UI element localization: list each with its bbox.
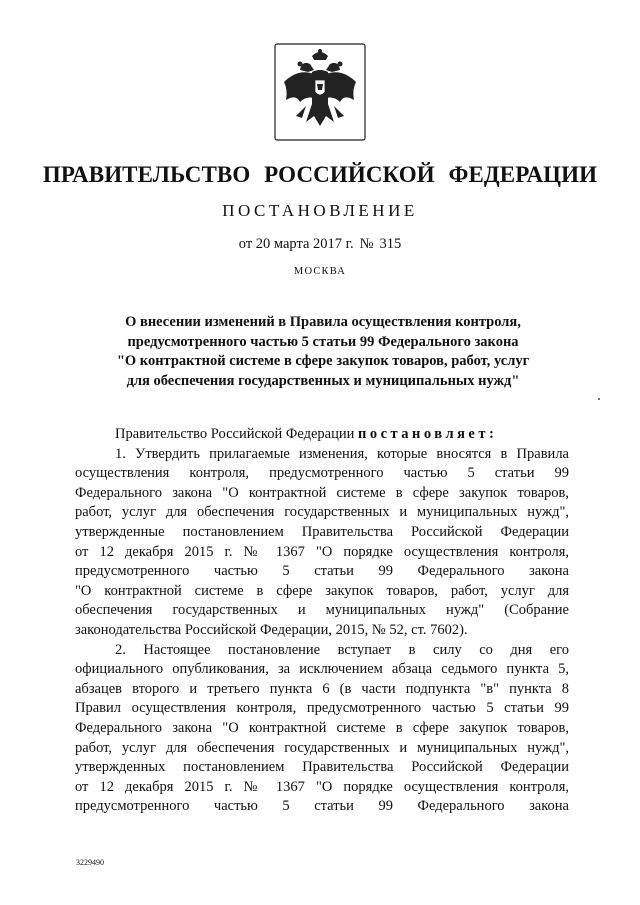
body-line: утвержденные постановлением Правительства Российской Федерации <box>75 523 569 540</box>
date-number-line <box>0 236 640 253</box>
body-line: от 12 декабря 2015 г. № 1367 "О порядке осуществления контроля, <box>75 543 569 560</box>
body-line: Правил осуществления контроля, предусмотренного частью 5 статьи 99 <box>75 700 569 717</box>
body-line: Федерального закона "О контрактной системе в сфере закупок товаров, <box>75 484 569 501</box>
coat-of-arms-icon <box>270 42 370 142</box>
margin-mark <box>598 398 600 400</box>
preamble-text: Правительство Российской Федерации <box>115 426 355 442</box>
body-line: обеспечения государственных и муниципальных нужд" (Собрание <box>75 602 569 619</box>
preamble-line <box>75 425 569 445</box>
body-line: от 12 декабря 2015 г. № 1367 "О порядке осуществления контроля, <box>75 778 569 795</box>
body-line: предусмотренного частью 5 статьи 99 Федерального закона <box>75 563 569 580</box>
body-line: осуществления контроля, предусмотренного частью 5 статьи 99 <box>75 465 569 482</box>
document-body <box>75 425 569 817</box>
government-title: ПРАВИТЕЛЬСТВО РОССИЙСКОЙ ФЕДЕРАЦИИ <box>42 162 598 187</box>
document-subject <box>80 313 566 391</box>
document-number: 315 <box>379 236 402 252</box>
footer-document-code: 3229490 <box>76 858 104 867</box>
body-line: 2. Настоящее постановление вступает в силу со дня его <box>115 641 569 658</box>
body-line: "О контрактной системе в сфере закупок товаров, работ, услуг для <box>75 582 569 599</box>
body-line: предусмотренного частью 5 статьи 99 Федерального закона <box>75 798 569 815</box>
body-line: 1. Утвердить прилагаемые изменения, которые вносятся в Правила <box>115 445 569 462</box>
document-date: от 20 марта 2017 г. <box>238 236 354 252</box>
document-type: ПОСТАНОВЛЕНИЕ <box>222 201 418 220</box>
body-line: абзацев второго и третьего пункта 6 (в части подпункта "в" пункта 8 <box>75 680 569 697</box>
subject-line: предусмотренного частью 5 статьи 99 Федерального закона <box>127 333 519 350</box>
city: МОСКВА <box>293 266 347 277</box>
subject-line: О внесении изменений в Правила осуществления контроля, <box>125 314 521 330</box>
decree-word: постановляет: <box>357 426 498 442</box>
body-line: работ, услуг для обеспечения государственных и муниципальных нужд", <box>75 739 569 756</box>
subject-line: для обеспечения государственных и муниципальных нужд" <box>126 372 520 389</box>
body-line: Федерального закона "О контрактной системе в сфере закупок товаров, <box>75 719 569 736</box>
number-sign: № <box>359 236 374 252</box>
body-line: законодательства Российской Федерации, 2015, № 52, ст. 7602). <box>75 621 468 638</box>
body-line: утвержденных постановлением Правительства Российской Федерации <box>75 759 569 776</box>
subject-line: "О контрактной системе в сфере закупок товаров, работ, услуг <box>116 353 530 369</box>
body-line: работ, услуг для обеспечения государственных и муниципальных нужд", <box>75 504 569 521</box>
body-line: официального опубликования, за исключением абзаца седьмого пункта 5, <box>75 661 569 678</box>
